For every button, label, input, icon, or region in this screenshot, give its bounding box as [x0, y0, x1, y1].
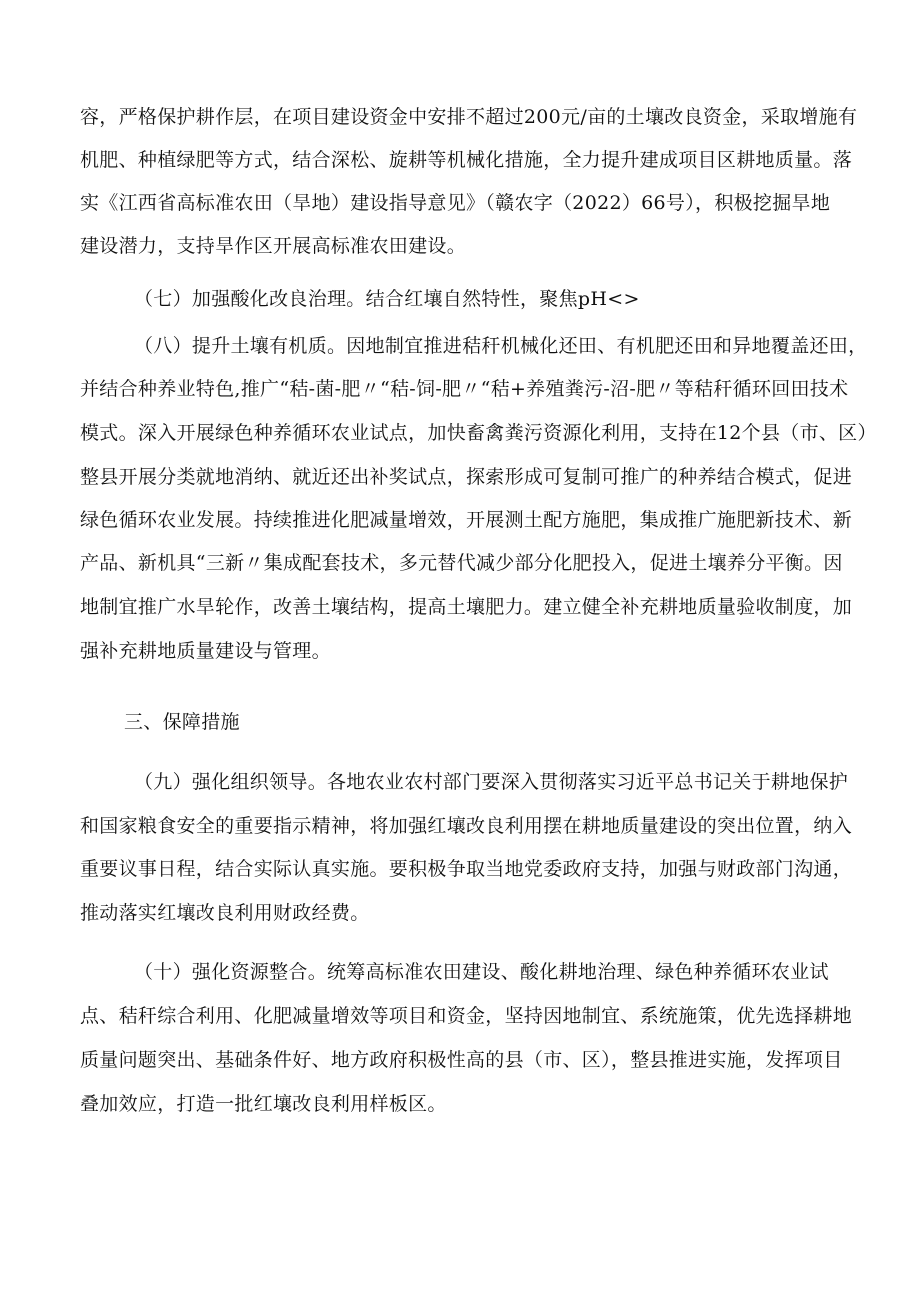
- section-9-heading: （九）强化组织领导。各地农业农村部门要深入贯彻落实习近平总书记关于耕地保护: [134, 771, 849, 793]
- paragraph-line: 机肥、种植绿肥等方式，结合深松、旋耕等机械化措施，全力提升建成项目区耕地质量。落: [80, 149, 853, 171]
- paragraph-line: 实《江西省高标准农田（旱地）建设指导意见》（赣农字（2022）66号），积极挖掘旱地: [80, 192, 831, 214]
- paragraph-line: 点、秸秆综合利用、化肥减量增效等项目和资金，坚持因地制宜、系统施策，优先选择耕地: [80, 1005, 853, 1027]
- paragraph-line: 和国家粮食安全的重要指示精神，将加强红壤改良利用摆在耕地质量建设的突出位置，纳入: [80, 815, 853, 837]
- paragraph-line: 并结合种养业特色,推广“秸-菌-肥〃“秸-饲-肥〃“秸+养殖粪污-沼-肥〃等秸秆循环回田技术: [80, 378, 849, 400]
- paragraph-line: 整县开展分类就地消纳、就近还出补奖试点，探索形成可复制可推广的种养结合模式，促进: [80, 466, 853, 488]
- section-8-heading: （八）提升土壤有机质。因地制宜推进秸秆机械化还田、有机肥还田和异地覆盖还田，: [134, 335, 868, 357]
- paragraph-line: 地制宜推广水旱轮作，改善土壤结构，提高土壤肥力。建立健全补充耕地质量验收制度，加: [80, 596, 853, 618]
- paragraph-line: 容，严格保护耕作层，在项目建设资金中安排不超过200元/亩的土壤改良资金，采取增施有: [80, 106, 858, 128]
- paragraph-line: 强补充耕地质量建设与管理。: [80, 640, 331, 662]
- paragraph-line: 绿色循环农业发展。持续推进化肥减量增效，开展测土配方施肥，集成推广施肥新技术、新: [80, 509, 853, 531]
- section-heading: 三、保障措施: [124, 711, 240, 733]
- paragraph-line: 重要议事日程，结合实际认真实施。要积极争取当地党委政府支持，加强与财政部门沟通，: [80, 858, 853, 880]
- paragraph-line: 模式。深入开展绿色种养循环农业试点，加快畜禽粪污资源化利用，支持在12个县（市、区）: [80, 422, 877, 444]
- paragraph-line: 产品、新机具“三新〃集成配套技术，多元替代减少部分化肥投入，促进土壤养分平衡。因: [80, 552, 843, 574]
- paragraph-line: 建设潜力，支持旱作区开展高标准农田建设。: [80, 235, 467, 257]
- paragraph-line: 推动落实红壤改良利用财政经费。: [80, 902, 370, 924]
- section-10-heading: （十）强化资源整合。统筹高标准农田建设、酸化耕地治理、绿色种养循环农业试: [134, 961, 829, 983]
- paragraph-line: 质量问题突出、基础条件好、地方政府积极性高的县（市、区），整县推进实施，发挥项目: [80, 1049, 843, 1071]
- paragraph-line: 叠加效应，打造一批红壤改良利用样板区。: [80, 1093, 447, 1115]
- section-7-heading: （七）加强酸化改良治理。结合红壤自然特性，聚焦pH<>: [134, 288, 640, 310]
